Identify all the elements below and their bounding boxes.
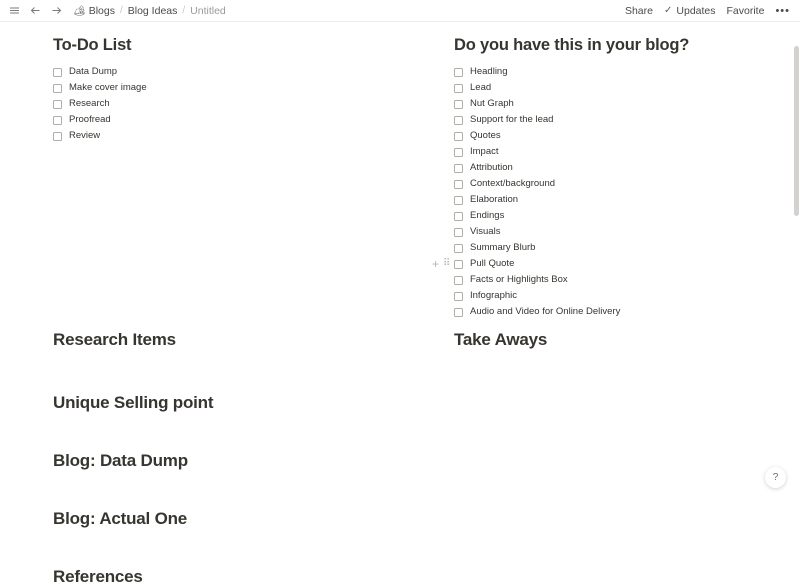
checkbox[interactable] bbox=[454, 84, 463, 93]
page-content bbox=[0, 22, 800, 586]
checkbox[interactable] bbox=[454, 308, 463, 317]
list-item[interactable] bbox=[454, 224, 800, 240]
list-item[interactable] bbox=[454, 176, 800, 192]
checkbox[interactable] bbox=[53, 116, 62, 125]
list-item[interactable] bbox=[454, 192, 800, 208]
lower-col-right bbox=[400, 330, 800, 350]
top-bar-actions bbox=[625, 5, 792, 17]
list-item[interactable] bbox=[53, 128, 400, 144]
list-item-label: Lead bbox=[470, 82, 492, 94]
more-options-icon[interactable]: ••• bbox=[775, 4, 790, 17]
list-item[interactable] bbox=[454, 272, 800, 288]
list-item[interactable] bbox=[454, 64, 800, 80]
heading-take-aways: Take Aways bbox=[454, 330, 548, 349]
checkbox[interactable] bbox=[454, 228, 463, 237]
heading-blog-data-dump: Blog: Data Dump bbox=[53, 451, 188, 470]
drag-handle-icon[interactable]: ⠿ bbox=[443, 258, 450, 269]
list-item-label: Data Dump bbox=[69, 66, 118, 78]
list-item-label: Make cover image bbox=[69, 82, 147, 94]
list-item[interactable] bbox=[454, 144, 800, 160]
list-item[interactable] bbox=[53, 96, 400, 112]
list-item[interactable] bbox=[454, 288, 800, 304]
list-item-label: Facts or Highlights Box bbox=[470, 274, 568, 286]
list-item-label: Support for the lead bbox=[470, 114, 554, 126]
two-column-layout bbox=[0, 22, 800, 320]
list-item-label: Summary Blurb bbox=[470, 242, 536, 254]
check-icon: ✓ bbox=[664, 5, 673, 16]
heading-stack bbox=[0, 350, 800, 587]
todo-list-left bbox=[53, 64, 400, 144]
column-right bbox=[400, 36, 800, 320]
list-item-label: Proofread bbox=[69, 114, 111, 126]
checkbox[interactable] bbox=[53, 132, 62, 141]
todo-list-right bbox=[432, 64, 800, 320]
list-item[interactable] bbox=[454, 304, 800, 320]
favorite-button[interactable]: Favorite bbox=[726, 4, 765, 17]
checkbox[interactable] bbox=[454, 164, 463, 173]
page-title-todo-list: To-Do List bbox=[53, 36, 132, 54]
checkbox[interactable] bbox=[454, 244, 463, 253]
list-item-label: Impact bbox=[470, 146, 499, 158]
checkbox[interactable] bbox=[454, 212, 463, 221]
checkbox[interactable] bbox=[454, 276, 463, 285]
checkbox[interactable] bbox=[454, 260, 463, 269]
vertical-scrollbar[interactable] bbox=[794, 46, 799, 216]
page-title-blog-checklist: Do you have this in your blog? bbox=[454, 36, 690, 54]
checkbox[interactable] bbox=[454, 292, 463, 301]
breadcrumb-item-blogs[interactable] bbox=[73, 5, 115, 17]
checkbox[interactable] bbox=[454, 148, 463, 157]
list-item-label: Audio and Video for Online Delivery bbox=[470, 306, 621, 318]
help-button[interactable] bbox=[765, 467, 786, 488]
add-block-icon[interactable]: + bbox=[432, 257, 440, 271]
list-item-label: Review bbox=[69, 130, 101, 142]
list-item[interactable] bbox=[454, 160, 800, 176]
list-item[interactable] bbox=[53, 80, 400, 96]
list-item[interactable] bbox=[53, 112, 400, 128]
list-item[interactable] bbox=[454, 240, 800, 256]
list-item-label: Endings bbox=[470, 210, 505, 222]
lower-heading-row bbox=[0, 330, 800, 350]
checkbox[interactable] bbox=[454, 68, 463, 77]
list-item-label: Elaboration bbox=[470, 194, 519, 206]
list-item[interactable] bbox=[454, 80, 800, 96]
heading-unique-selling-point: Unique Selling point bbox=[53, 393, 214, 412]
list-item[interactable] bbox=[53, 64, 400, 80]
list-item-label: Headling bbox=[470, 66, 508, 78]
list-item-label: Research bbox=[69, 98, 110, 110]
list-item-label: Pull Quote bbox=[470, 258, 515, 270]
list-item-label: Infographic bbox=[470, 290, 518, 302]
checkbox[interactable] bbox=[454, 180, 463, 189]
breadcrumb-item-untitled[interactable]: Untitled bbox=[190, 4, 226, 17]
checkbox[interactable] bbox=[53, 68, 62, 77]
arrow-right-icon[interactable] bbox=[50, 4, 63, 17]
top-bar-left bbox=[8, 4, 226, 17]
list-item[interactable] bbox=[454, 208, 800, 224]
list-item-label: Context/background bbox=[470, 178, 556, 190]
list-item-hovered[interactable] bbox=[432, 256, 800, 272]
breadcrumb-separator: / bbox=[119, 5, 123, 16]
heading-research-items: Research Items bbox=[53, 330, 176, 349]
breadcrumb-item-blog-ideas[interactable]: Blog Ideas bbox=[127, 4, 178, 17]
list-item-label: Nut Graph bbox=[470, 98, 514, 110]
top-bar bbox=[0, 0, 800, 22]
list-item-label: Quotes bbox=[470, 130, 501, 142]
list-item[interactable] bbox=[454, 112, 800, 128]
checkbox[interactable] bbox=[454, 196, 463, 205]
breadcrumb-separator: / bbox=[182, 5, 186, 16]
checkbox[interactable] bbox=[454, 116, 463, 125]
updates-label: Updates bbox=[676, 4, 716, 17]
arrow-left-icon[interactable] bbox=[29, 4, 42, 17]
breadcrumb-label-blogs: Blogs bbox=[88, 4, 115, 17]
checkbox[interactable] bbox=[53, 100, 62, 109]
column-left bbox=[0, 36, 400, 320]
tent-emoji-icon: 🏕 bbox=[73, 5, 86, 17]
breadcrumb bbox=[73, 5, 226, 17]
checkbox[interactable] bbox=[53, 84, 62, 93]
updates-button[interactable] bbox=[664, 5, 716, 17]
heading-blog-actual-one: Blog: Actual One bbox=[53, 509, 188, 528]
lower-sections bbox=[0, 330, 800, 587]
list-item-label: Attribution bbox=[470, 162, 513, 174]
heading-references: References bbox=[53, 567, 143, 586]
list-item[interactable] bbox=[454, 96, 800, 112]
share-button[interactable]: Share bbox=[624, 4, 653, 17]
list-item-label: Visuals bbox=[470, 226, 501, 238]
list-item[interactable] bbox=[454, 128, 800, 144]
checkbox[interactable] bbox=[454, 100, 463, 109]
row-hover-handles bbox=[432, 258, 449, 270]
checkbox[interactable] bbox=[454, 132, 463, 141]
help-icon: ? bbox=[772, 472, 779, 483]
lower-col-left bbox=[0, 330, 400, 350]
hamburger-icon[interactable] bbox=[8, 4, 21, 17]
